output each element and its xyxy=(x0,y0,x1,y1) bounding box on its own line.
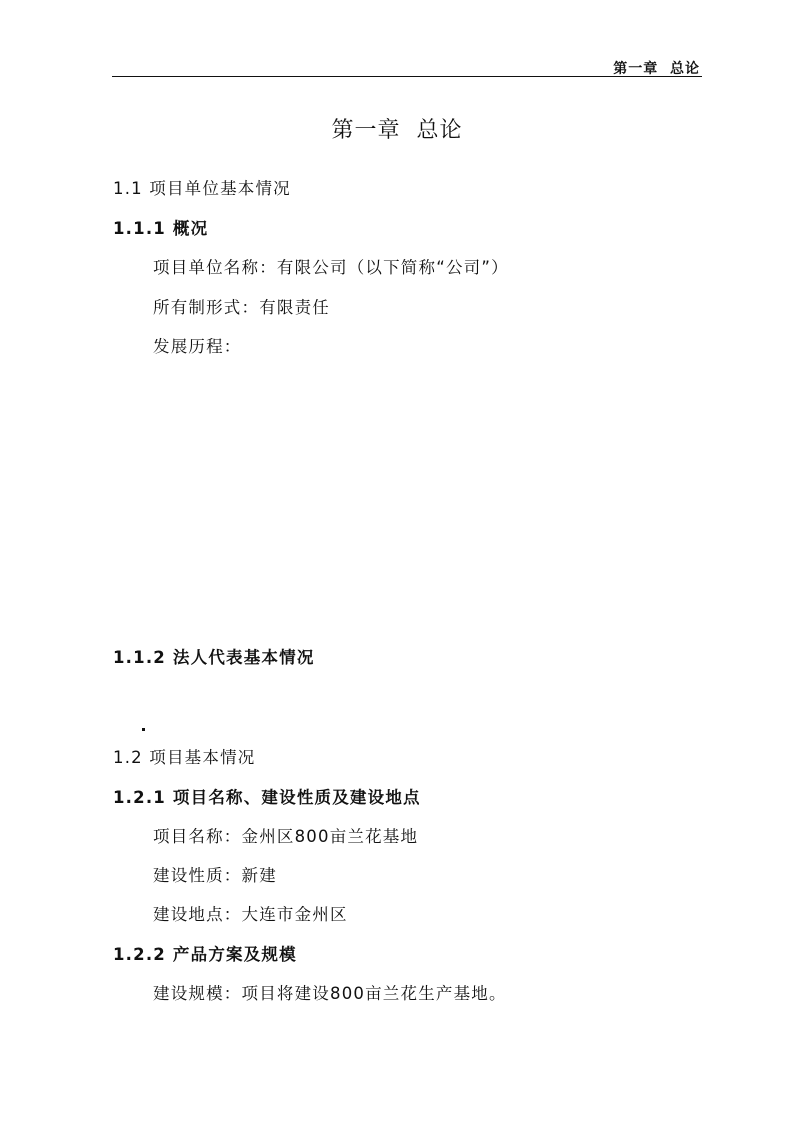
subsection-heading-1-2-2: 1.2.2 产品方案及规模 xyxy=(113,945,297,964)
body-line-history: 发展历程： xyxy=(153,337,242,356)
body-line-ownership: 所有制形式：有限责任 xyxy=(153,298,330,317)
body-line-company-name: 项目单位名称：有限公司（以下简称“公司”） xyxy=(153,258,509,277)
subsection-heading-1-1-1: 1.1.1 概况 xyxy=(113,219,209,238)
stray-dot xyxy=(142,728,145,731)
header-divider xyxy=(112,76,702,77)
chapter-title: 第一章 总论 xyxy=(331,118,463,143)
body-line-construction-nature: 建设性质：新建 xyxy=(153,866,277,885)
section-heading-1-1: 1.1 项目单位基本情况 xyxy=(113,179,291,198)
section-heading-1-2: 1.2 项目基本情况 xyxy=(113,748,256,767)
running-header: 第一章 总论 xyxy=(613,61,700,77)
subsection-heading-1-1-2: 1.1.2 法人代表基本情况 xyxy=(113,648,315,667)
body-line-construction-scale: 建设规模：项目将建设800亩兰花生产基地。 xyxy=(153,984,507,1003)
body-line-project-name: 项目名称：金州区800亩兰花基地 xyxy=(153,827,419,846)
subsection-heading-1-2-1: 1.2.1 项目名称、建设性质及建设地点 xyxy=(113,788,421,807)
body-line-construction-location: 建设地点：大连市金州区 xyxy=(153,905,348,924)
